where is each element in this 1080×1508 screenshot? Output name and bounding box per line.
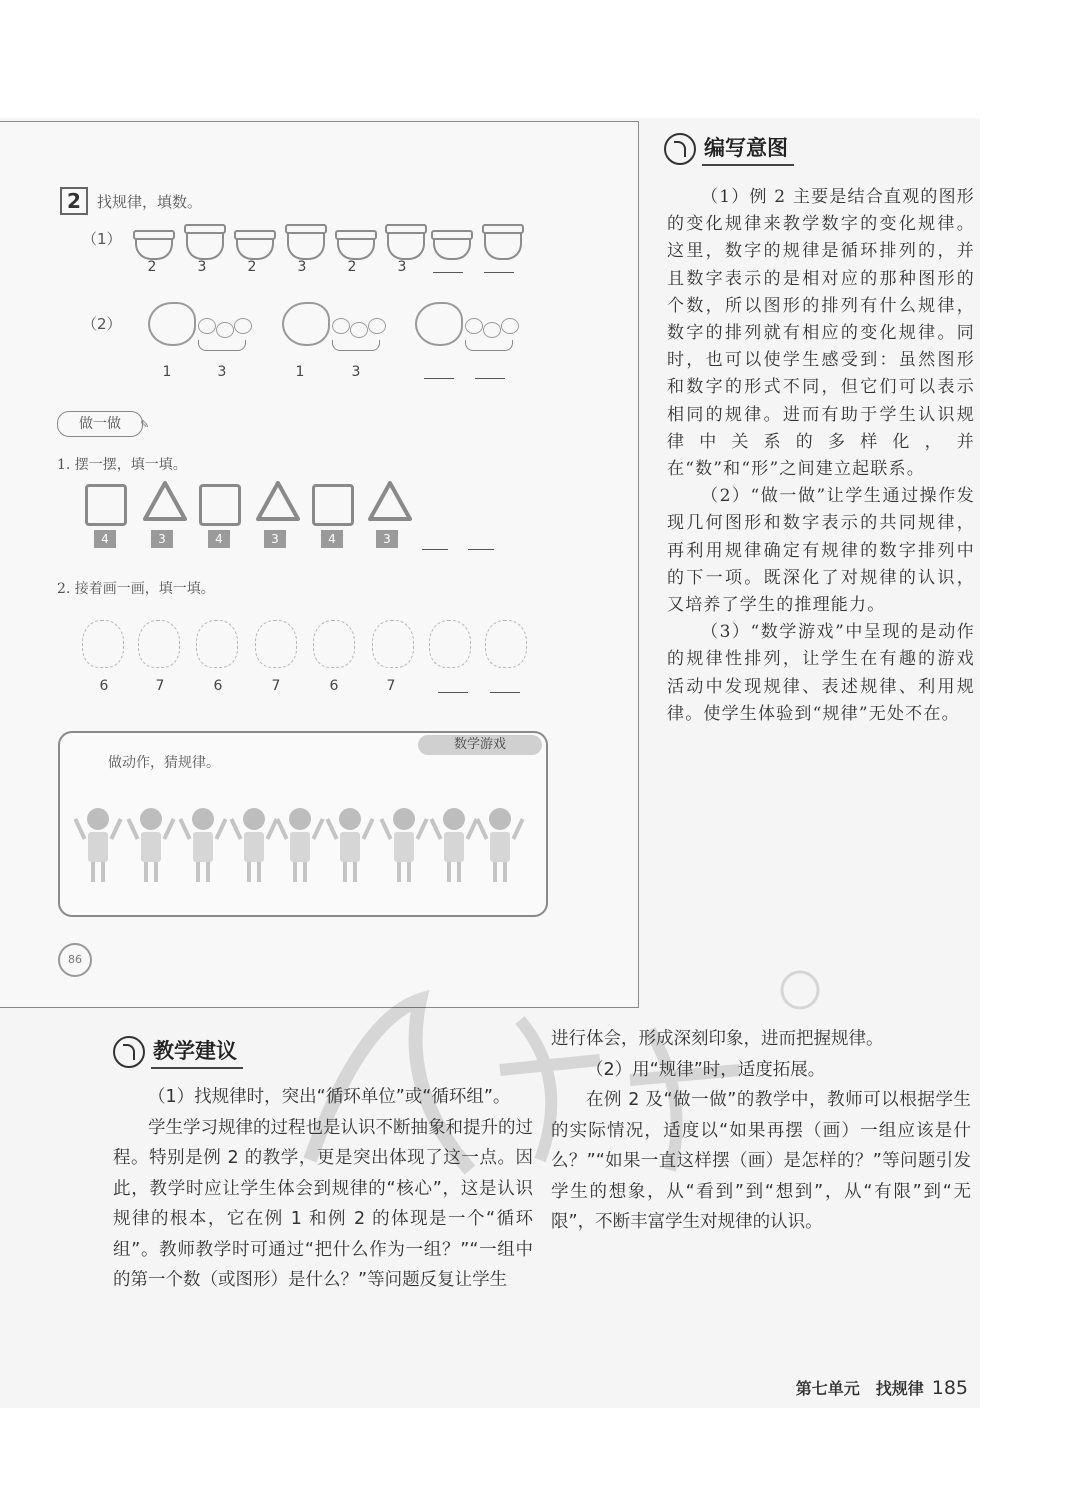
answer-blank [433, 272, 463, 273]
brace-mark [465, 340, 513, 351]
child-legs [343, 862, 357, 882]
child-icon [384, 808, 424, 884]
child-body [141, 832, 161, 862]
math-game-tag: 数学游戏 [418, 735, 542, 755]
page-footer [796, 1376, 968, 1399]
answer-blank [490, 692, 520, 693]
ladybug-icon [485, 620, 527, 668]
intent-para-2: （2）“做一做”让学生通过操作发现几何图形和数字表示的共同规律，再利用规律确定有规律的数字排列中的下一项。既深化了对规律的认识，又培养了学生的推理能力。 [667, 486, 975, 616]
chick-icon [483, 322, 501, 338]
child-head [192, 808, 214, 830]
number-label: 7 [155, 678, 165, 694]
number-badge: 4 [321, 530, 343, 548]
part2-label: （2） [82, 315, 122, 333]
advice-heading-text: 教学建议 [151, 1035, 243, 1069]
example-title: 找规律，填数。 [97, 193, 203, 211]
bowl-icon [135, 230, 173, 260]
chick-icon [368, 318, 386, 334]
child-legs [493, 862, 507, 882]
child-legs [293, 862, 307, 882]
child-head [289, 808, 311, 830]
number-badge: 3 [376, 530, 398, 548]
pencil-icon: ✎ [140, 418, 150, 431]
task2-text: 2. 接着画一画，填一填。 [57, 581, 215, 597]
number-label: 6 [329, 678, 339, 694]
footer-unit: 第七单元 找规律 [795, 1379, 924, 1398]
square-icon [312, 484, 354, 526]
triangle-icon [142, 480, 188, 522]
bowl-icon [433, 230, 471, 260]
chick-icon [234, 318, 252, 334]
ladybug-icon [196, 620, 238, 668]
ladybug-icon [429, 620, 471, 668]
child-icon [434, 808, 474, 884]
number-badge: 3 [151, 530, 173, 548]
child-legs [144, 862, 158, 882]
bowl-icon [387, 224, 425, 260]
triangle-icon [367, 480, 413, 522]
number-label: 6 [99, 678, 109, 694]
shell-icon [113, 1036, 145, 1068]
advice-right-para-2: （2）用“规律”时，适度拓展。 [586, 1059, 826, 1080]
number-badge: 4 [94, 530, 116, 548]
bowl-icon [186, 224, 224, 260]
child-head [489, 808, 511, 830]
number-label: 1 [162, 364, 172, 380]
answer-blank [468, 549, 494, 550]
answer-blank [484, 272, 514, 273]
child-legs [447, 862, 461, 882]
bowl-icon [337, 230, 375, 260]
number-label: 3 [397, 259, 407, 275]
example-number: 2 [60, 187, 88, 215]
chick-icon [501, 318, 519, 334]
chick-icon [216, 322, 234, 338]
intent-text [667, 184, 975, 728]
number-label: 7 [386, 678, 396, 694]
hen-icon [282, 302, 330, 346]
footer-page-number: 185 [931, 1377, 968, 1399]
child-body [394, 832, 414, 862]
child-legs [91, 862, 105, 882]
triangle-icon [255, 480, 301, 522]
child-legs [397, 862, 411, 882]
ladybug-icon [313, 620, 355, 668]
chick-icon [332, 318, 350, 334]
brace-mark [332, 340, 380, 351]
child-body [444, 832, 464, 862]
number-label: 3 [351, 364, 361, 380]
number-label: 2 [147, 259, 157, 275]
child-head [339, 808, 361, 830]
child-body [490, 832, 510, 862]
number-label: 6 [213, 678, 223, 694]
square-icon [199, 484, 241, 526]
advice-right-para-3: 在例 2 及“做一做”的教学中，教师可以根据学生的实际情况，适度以“如果再摆（画）一组应该是什么？”“如果一直这样摆（画）是怎样的？”等问题引发学生的想象，从“看到”到“想到”，从“有限”到“无限”，不断丰富学生对规律的认识。 [551, 1090, 971, 1232]
chick-icon [198, 318, 216, 334]
advice-right-column [551, 1024, 971, 1238]
number-badge: 4 [208, 530, 230, 548]
advice-heading [113, 1036, 243, 1068]
number-label: 2 [347, 259, 357, 275]
part1-label: （1） [82, 230, 122, 248]
bowl-icon [287, 224, 325, 260]
intent-heading [664, 133, 794, 165]
intent-heading-text: 编写意图 [702, 132, 794, 166]
advice-left-para-1: （1）找规律时，突出“循环单位”或“循环组”。 [148, 1087, 511, 1107]
chick-icon [350, 322, 368, 338]
number-label: 3 [197, 259, 207, 275]
zuo-yi-zuo-label: 做一做 [57, 411, 143, 437]
answer-blank [424, 378, 454, 379]
number-badge: 3 [264, 530, 286, 548]
answer-blank [438, 692, 468, 693]
shell-icon [664, 133, 696, 165]
child-body [290, 832, 310, 862]
child-icon [183, 808, 223, 884]
child-icon [234, 808, 274, 884]
hen-icon [415, 302, 463, 346]
child-body [193, 832, 213, 862]
number-label: 2 [247, 259, 257, 275]
child-icon [280, 808, 320, 884]
math-game-text: 做动作，猜规律。 [108, 755, 220, 771]
ladybug-icon [372, 620, 414, 668]
child-body [340, 832, 360, 862]
child-head [87, 808, 109, 830]
advice-left-para-2: 学生学习规律的过程也是认识不断抽象和提升的过程。特别是例 2 的教学，更是突出体现了这一点。因此，教学时应让学生体会到规律的“核心”，这是认识规律的根本，它在例 1 和例 2 的体现是一个“循环组”。教师教学时可通过“把什么作为一组？”“一组中的第一个数（或图形）是什么？”等问题反复让学生 [113, 1117, 533, 1290]
answer-blank [475, 378, 505, 379]
number-label: 3 [217, 364, 227, 380]
child-head [243, 808, 265, 830]
bowl-icon [236, 230, 274, 260]
chick-icon [465, 318, 483, 334]
child-legs [196, 862, 210, 882]
advice-left-column [113, 1082, 533, 1296]
child-head [443, 808, 465, 830]
ladybug-icon [138, 620, 180, 668]
number-label: 7 [271, 678, 281, 694]
task1-text: 1. 摆一摆，填一填。 [57, 457, 187, 473]
child-icon [480, 808, 520, 884]
child-body [88, 832, 108, 862]
hen-icon [148, 302, 196, 346]
child-icon [131, 808, 171, 884]
child-head [140, 808, 162, 830]
ladybug-icon [82, 620, 124, 668]
brace-mark [198, 340, 246, 351]
number-label: 3 [297, 259, 307, 275]
intent-para-3: （3）“数学游戏”中呈现的是动作的规律性排列，让学生在有趣的游戏活动中发现规律、表述规律、利用规律。使学生体验到“规律”无处不在。 [667, 622, 975, 724]
child-body [244, 832, 264, 862]
ladybug-icon [255, 620, 297, 668]
textbook-page-number: 86 [58, 943, 92, 977]
advice-right-para-1: 进行体会，形成深刻印象，进而把握规律。 [551, 1029, 884, 1049]
bowl-icon [484, 224, 522, 260]
child-icon [78, 808, 118, 884]
intent-para-1: （1）例 2 主要是结合直观的图形的变化规律来教学数字的变化规律。这里，数字的规律是循环排列的，并且数字表示的是相对应的那种图形的个数，所以图形的排列有什么规律，数字的排列就有相应的变化规律。同时，也可以使学生感受到：虽然图形和数字的形式不同，但它们可以表示相同的规律。进而有助于学生认识规律中关系的多样化，并在“数”和“形”之间建立起联系。 [667, 187, 975, 480]
square-icon [85, 484, 127, 526]
answer-blank [422, 549, 448, 550]
child-legs [247, 862, 261, 882]
child-head [393, 808, 415, 830]
child-icon [330, 808, 370, 884]
number-label: 1 [295, 364, 305, 380]
